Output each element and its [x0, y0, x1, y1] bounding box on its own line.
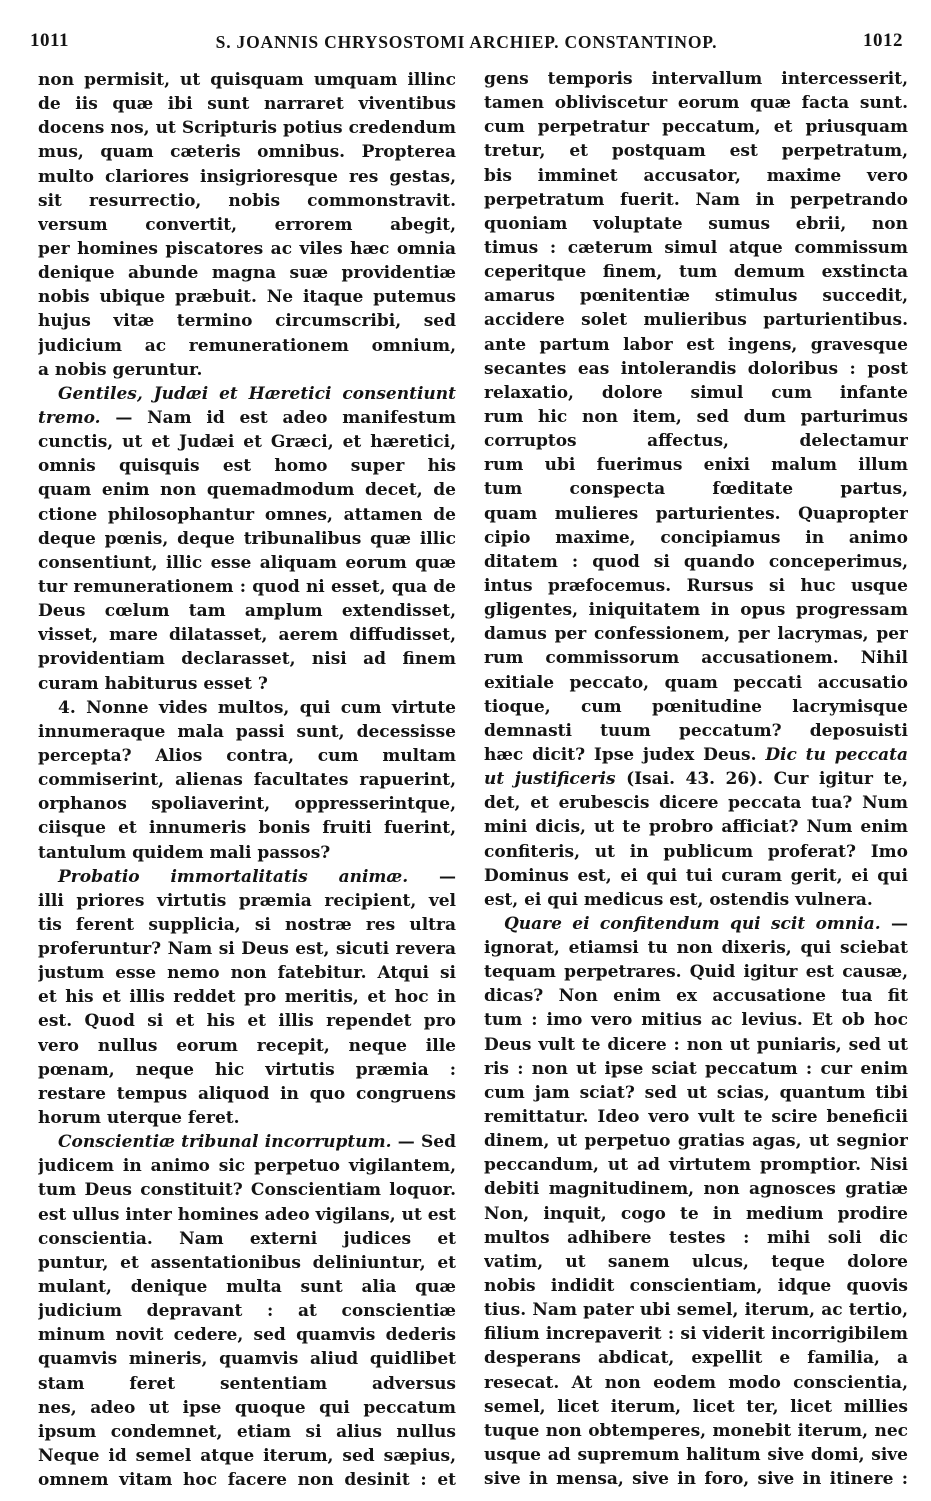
- text-line: [38, 1420, 456, 1444]
- text-segment: tum conspecta fœditate partus,: [484, 479, 908, 500]
- text-segment: vero nullus eorum recepit, neque ille: [38, 1035, 456, 1056]
- text-line: [484, 695, 908, 719]
- text-segment: tretur, et postquam est perpetratum,: [484, 141, 908, 162]
- text-line: [38, 865, 456, 889]
- text-line: [484, 67, 908, 91]
- text-line: [484, 139, 908, 163]
- text-segment: cipio maxime, concipiamus in animo: [484, 527, 908, 548]
- text-segment: perpetratum fuerit. Nam in perpetrando: [484, 189, 908, 210]
- text-segment: relaxatio, dolore simul cum infante: [484, 382, 908, 403]
- text-line: [38, 140, 456, 164]
- text-segment: omnis quisquis est homo super his: [38, 456, 456, 477]
- text-line: [38, 454, 456, 478]
- text-segment: orphanos spoliaverint, oppresserintque,: [38, 794, 456, 815]
- text-line: [38, 1178, 456, 1202]
- text-line: [38, 1251, 456, 1275]
- text-segment: mulant, denique multa sunt alia quæ: [38, 1277, 456, 1298]
- text-segment: horum uterque feret.: [38, 1108, 240, 1129]
- text-segment: conscientia. Nam externi judices et: [38, 1228, 456, 1249]
- text-line: [484, 429, 908, 453]
- text-segment: providentiam declarasset, nisi ad finem: [38, 649, 456, 670]
- text-segment: stam feret sententiam adversus: [38, 1373, 456, 1394]
- text-line: [38, 92, 456, 116]
- text-line: [484, 357, 908, 381]
- text-line: [38, 285, 456, 309]
- text-segment: hæc dicit? Ipse judex Deus.: [484, 744, 766, 765]
- text-segment: tantulum quidem mali passos?: [38, 842, 331, 863]
- text-segment: hujus vitæ termino circumscribi, sed: [38, 311, 456, 332]
- text-segment: tequam perpetrares. Quid igitur est causæ,: [484, 962, 908, 983]
- text-line: [38, 1034, 456, 1058]
- text-line: [38, 744, 456, 768]
- text-segment: exitiale peccato, quam peccati accusatio: [484, 672, 908, 693]
- text-segment: pœnam, neque hic virtutis præmia :: [38, 1059, 456, 1080]
- text-line: [484, 212, 908, 236]
- text-line: [38, 382, 456, 406]
- text-line: [38, 1347, 456, 1371]
- text-segment: cum jam sciat? sed ut scias, quantum tibi: [484, 1082, 908, 1103]
- text-segment: per homines piscatores ac viles hæc omnia: [38, 238, 456, 259]
- right-column: [484, 67, 908, 1491]
- text-line: [484, 164, 908, 188]
- text-line: [38, 1203, 456, 1227]
- text-segment: sit resurrectio, nobis commonstravit.: [38, 190, 456, 211]
- text-segment: nobis ubique præbuit. Ne itaque putemus: [38, 287, 456, 308]
- text-segment: tioque, cum pœnitudine lacrymisque: [484, 696, 908, 717]
- text-segment: intus præfocemus. Rursus si huc usque: [484, 575, 908, 596]
- text-segment: tum : imo vero mitius ac levius. Et ob hoc: [484, 1010, 908, 1031]
- text-line: [484, 1395, 908, 1419]
- text-segment: usque ad supremum halitum sive domi, sive: [484, 1445, 908, 1466]
- text-segment: amarus pœnitentiæ stimulus succedit,: [484, 286, 908, 307]
- text-segment: ignorat, etiamsi tu non dixeris, qui sciebat: [484, 938, 908, 959]
- italic-quote: ut justificeris: [484, 769, 616, 790]
- text-segment: ante partum labor est ingens, gravesque: [484, 334, 908, 355]
- page-number-right: 1012: [863, 30, 903, 51]
- text-line: [484, 1153, 908, 1177]
- text-line: [484, 1346, 908, 1370]
- text-line: [484, 984, 908, 1008]
- text-segment: quam enim non quemadmodum decet, de: [38, 480, 456, 501]
- text-line: [484, 767, 908, 791]
- text-line: [38, 599, 456, 623]
- text-line: [484, 188, 908, 212]
- text-segment: cum perpetratur peccatum, et priusquam: [484, 117, 908, 138]
- text-line: [38, 1299, 456, 1323]
- italic-quote: Dic tu peccata: [765, 744, 908, 765]
- text-segment: et his et illis reddet pro meritis, et hoc in: [38, 987, 456, 1008]
- text-line: [38, 1227, 456, 1251]
- text-line: [484, 719, 908, 743]
- text-segment: rum ubi fuerimus enixi malum illum: [484, 455, 908, 476]
- text-line: [484, 1250, 908, 1274]
- text-line: [38, 1323, 456, 1347]
- text-line: [38, 672, 456, 696]
- text-segment: corruptos affectus, delectamur: [484, 431, 908, 452]
- text-line: [484, 477, 908, 501]
- text-line: [484, 622, 908, 646]
- text-line: [484, 1298, 908, 1322]
- text-segment: demnasti tuum peccatum? deposuisti: [484, 720, 908, 741]
- text-line: [38, 1058, 456, 1082]
- text-line: [38, 68, 456, 92]
- text-line: [484, 574, 908, 598]
- text-segment: — Nam id est adeo manifestum: [115, 407, 456, 428]
- text-segment: rum hic non item, sed dum parturimus: [484, 406, 908, 427]
- text-segment: ctione philosophantur omnes, attamen de: [38, 504, 456, 525]
- text-segment: tuque non obtemperes, monebit iterum, nec: [484, 1420, 908, 1441]
- running-title: S. JOANNIS CHRYSOSTOMI ARCHIEP. CONSTANTINOP.: [215, 32, 718, 52]
- text-line: [38, 841, 456, 865]
- text-segment: multos adhibere testes : mihi soli dic: [484, 1227, 908, 1248]
- text-line: [38, 1372, 456, 1396]
- text-line: [484, 115, 908, 139]
- text-line: [484, 936, 908, 960]
- text-line: [38, 1275, 456, 1299]
- text-segment: dicas? Non enim ex accusatione tua fit: [484, 986, 908, 1007]
- text-segment: innumeraque mala passi sunt, decessisse: [38, 721, 456, 742]
- text-line: [38, 478, 456, 502]
- text-line: [484, 1105, 908, 1129]
- text-line: [38, 551, 456, 575]
- text-segment: de iis quæ ibi sunt narraret viventibus: [38, 94, 456, 115]
- text-segment: percepta? Alios contra, cum multam: [38, 745, 456, 766]
- text-line: [484, 1057, 908, 1081]
- text-segment: (Isai. 43. 26). Cur igitur te,: [626, 769, 908, 790]
- text-line: [484, 333, 908, 357]
- text-line: [484, 1419, 908, 1443]
- text-line: [38, 768, 456, 792]
- text-line: [484, 1322, 908, 1346]
- text-segment: desperans abdicat, expellit e familia, a: [484, 1348, 908, 1369]
- text-segment: ipsum condemnet, etiam si alius nullus: [38, 1421, 456, 1442]
- text-segment: restare tempus aliquod in quo congruens: [38, 1083, 456, 1104]
- text-line: [484, 1033, 908, 1057]
- text-line: [38, 165, 456, 189]
- text-segment: peccandum, ut ad virtutem promptior. Nisi: [484, 1155, 908, 1176]
- text-segment: gens temporis intervallum intercesserit,: [484, 69, 908, 89]
- text-line: [38, 1009, 456, 1033]
- text-line: [38, 430, 456, 454]
- text-segment: debiti magnitudinem, non agnosces gratiæ: [484, 1179, 908, 1200]
- text-line: [38, 575, 456, 599]
- text-line: [484, 743, 908, 767]
- text-segment: timus : cæterum simul atque commissum: [484, 237, 908, 258]
- text-segment: Neque id semel atque iterum, sed sæpius,: [38, 1446, 456, 1467]
- text-line: [38, 189, 456, 213]
- text-segment: filium increpaverit : si viderit incorrigibilem: [484, 1324, 908, 1345]
- text-line: [38, 889, 456, 913]
- text-line: [38, 116, 456, 140]
- text-line: [38, 816, 456, 840]
- text-segment: commiserint, alienas facultates rapuerint,: [38, 770, 456, 791]
- text-line: [484, 526, 908, 550]
- text-segment: resecat. At non eodem modo conscientia,: [484, 1372, 908, 1393]
- text-line: [38, 406, 456, 430]
- text-segment: ciisque et innumeris bonis fruiti fuerint,: [38, 818, 456, 839]
- text-segment: cunctis, ut et Judæi et Græci, et hæretici,: [38, 432, 456, 453]
- text-line: [38, 503, 456, 527]
- text-line: [484, 1226, 908, 1250]
- italic-heading: Probatio immortalitatis animæ.: [58, 866, 409, 887]
- text-line: [38, 913, 456, 937]
- text-segment: —: [891, 913, 908, 934]
- text-segment: remittatur. Ideo vero vult te scire beneficii: [484, 1107, 908, 1128]
- text-segment: bis imminet accusator, maxime vero: [484, 165, 908, 186]
- text-line: [38, 334, 456, 358]
- text-segment: est ullus inter homines adeo vigilans, ut est: [38, 1204, 456, 1225]
- text-line: [484, 1008, 908, 1032]
- text-segment: 4. Nonne vides multos, qui cum virtute: [58, 697, 456, 718]
- text-segment: semel, licet iterum, licet ter, licet millies: [484, 1396, 908, 1417]
- text-segment: docens nos, ut Scripturis potius credendum: [38, 118, 456, 139]
- text-segment: est. Quod si et his et illis rependet pro: [38, 1011, 456, 1032]
- text-line: [484, 671, 908, 695]
- text-segment: curam habiturus esset ?: [38, 673, 268, 694]
- text-line: [484, 840, 908, 864]
- text-segment: puntur, et assentationibus deliniuntur, et: [38, 1252, 456, 1273]
- text-line: [484, 1129, 908, 1153]
- text-segment: tum Deus constituit? Conscientiam loquor.: [38, 1180, 456, 1201]
- text-segment: quoniam voluptate sumus ebrii, non: [484, 213, 908, 234]
- text-segment: sive in mensa, sive in foro, sive in itinere :: [484, 1469, 908, 1490]
- text-line: [38, 1154, 456, 1178]
- text-segment: tamen obliviscetur eorum quæ facta sunt.: [484, 93, 908, 114]
- text-segment: judicium depravant : at conscientiæ: [38, 1301, 456, 1322]
- text-line: [38, 792, 456, 816]
- text-segment: ris : non ut ipse sciat peccatum : cur enim: [484, 1058, 908, 1079]
- text-line: [38, 985, 456, 1009]
- text-line: [38, 1396, 456, 1420]
- text-segment: illi priores virtutis præmia recipient, vel: [38, 890, 456, 911]
- italic-heading: tremo.: [38, 407, 101, 428]
- text-line: [38, 237, 456, 261]
- text-segment: secantes eas intolerandis doloribus : post: [484, 358, 908, 379]
- text-line: [484, 381, 908, 405]
- text-segment: judicium ac remunerationem omnium,: [38, 335, 456, 356]
- text-line: [38, 1130, 456, 1154]
- text-segment: proferuntur? Nam si Deus est, sicuti revera: [38, 939, 456, 960]
- left-column: [38, 68, 456, 1492]
- text-segment: non permisit, ut quisquam umquam illinc: [38, 70, 456, 90]
- text-segment: nes, adeo ut ipse quoque qui peccatum: [38, 1397, 456, 1418]
- text-segment: denique abunde magna suæ providentiæ: [38, 263, 456, 284]
- text-line: [484, 1443, 908, 1467]
- text-line: [38, 961, 456, 985]
- text-line: [38, 937, 456, 961]
- text-segment: Deus cœlum tam amplum extendisset,: [38, 601, 456, 622]
- text-segment: tis ferent supplicia, si nostræ res ultra: [38, 914, 456, 935]
- text-line: [484, 260, 908, 284]
- text-segment: versum convertit, errorem abegit,: [38, 214, 456, 235]
- text-line: [38, 1444, 456, 1468]
- text-segment: ditatem : quod si quando conceperimus,: [484, 551, 908, 572]
- text-line: [484, 502, 908, 526]
- text-line: [38, 527, 456, 551]
- text-segment: visset, mare dilatasset, aerem diffudisset,: [38, 625, 456, 646]
- text-line: [484, 453, 908, 477]
- text-line: [484, 864, 908, 888]
- text-line: [38, 213, 456, 237]
- text-line: [484, 284, 908, 308]
- text-line: [484, 960, 908, 984]
- text-line: [484, 1371, 908, 1395]
- text-line: [38, 720, 456, 744]
- text-line: [484, 236, 908, 260]
- italic-heading: Gentiles, Judæi et Hæretici consentiunt: [58, 383, 456, 404]
- page-number-left: 1011: [30, 30, 69, 51]
- text-segment: mus, quam cæteris omnibus. Propterea: [38, 142, 456, 163]
- text-line: [484, 646, 908, 670]
- text-segment: deque pœnis, deque tribunalibus quæ illic: [38, 528, 456, 549]
- italic-heading: Quare ei confitendum qui scit omnia.: [504, 913, 881, 934]
- italic-heading: Conscientiæ tribunal incorruptum.: [58, 1132, 392, 1153]
- text-line: [484, 912, 908, 936]
- text-line: [38, 1106, 456, 1130]
- text-segment: consentiunt, illic esse aliquam eorum quæ: [38, 552, 456, 573]
- text-segment: Non, inquit, cogo te in medium prodire: [484, 1203, 908, 1224]
- text-line: [38, 647, 456, 671]
- text-segment: ceperitque finem, tum demum exstincta: [484, 262, 908, 283]
- text-line: [484, 598, 908, 622]
- text-line: [38, 623, 456, 647]
- text-segment: mini dicis, ut te probro afficiat? Num enim: [484, 817, 908, 838]
- text-segment: damus per confessionem, per lacrymas, per: [484, 624, 908, 645]
- text-segment: omnem vitam hoc facere non desinit : et: [38, 1470, 456, 1491]
- text-line: [484, 405, 908, 429]
- text-segment: minum novit cedere, sed quamvis dederis: [38, 1325, 456, 1346]
- text-segment: — Sed: [397, 1132, 456, 1153]
- text-line: [38, 1468, 456, 1492]
- text-line: [484, 1202, 908, 1226]
- text-segment: multo clariores insigrioresque res gestas,: [38, 166, 456, 187]
- page-header: [30, 30, 903, 58]
- text-line: [484, 91, 908, 115]
- text-line: [484, 791, 908, 815]
- text-segment: Dominus est, ei qui tui curam gerit, ei qui: [484, 865, 908, 886]
- text-segment: dinem, ut perpetuo gratias agas, ut segnior: [484, 1131, 908, 1152]
- text-line: [484, 1081, 908, 1105]
- text-segment: rum commissorum accusationem. Nihil: [484, 648, 908, 669]
- text-segment: a nobis geruntur.: [38, 359, 203, 380]
- text-segment: tur remunerationem : quod ni esset, qua de: [38, 576, 456, 597]
- text-segment: Deus vult te dicere : non ut puniaris, sed ut: [484, 1034, 908, 1055]
- text-line: [484, 308, 908, 332]
- text-segment: quam mulieres parturientes. Quapropter: [484, 503, 908, 524]
- text-segment: est, ei qui medicus est, ostendis vulnera.: [484, 889, 873, 910]
- text-line: [484, 550, 908, 574]
- text-segment: det, et erubescis dicere peccata tua? Num: [484, 793, 908, 814]
- text-segment: vatim, ut sanem ulcus, teque dolore: [484, 1251, 908, 1272]
- text-segment: tius. Nam pater ubi semel, iterum, ac tertio,: [484, 1300, 908, 1321]
- text-line: [484, 1274, 908, 1298]
- text-segment: gligentes, iniquitatem in opus progressam: [484, 600, 908, 621]
- text-line: [484, 1177, 908, 1201]
- text-segment: quamvis mineris, quamvis aliud quidlibet: [38, 1349, 456, 1370]
- text-line: [38, 358, 456, 382]
- text-segment: justum esse nemo non fatebitur. Atqui si: [38, 963, 456, 984]
- text-line: [38, 1082, 456, 1106]
- text-line: [484, 888, 908, 912]
- text-segment: judicem in animo sic perpetuo vigilantem,: [38, 1156, 456, 1177]
- text-segment: —: [438, 866, 456, 887]
- text-line: [38, 696, 456, 720]
- text-segment: nobis indidit conscientiam, idque quovis: [484, 1276, 908, 1297]
- text-line: [38, 309, 456, 333]
- text-line: [38, 261, 456, 285]
- text-segment: confiteris, ut in publicum proferat? Imo: [484, 841, 908, 862]
- text-segment: accidere solet mulieribus parturientibus.: [484, 310, 908, 331]
- text-line: [484, 1467, 908, 1491]
- text-line: [484, 815, 908, 839]
